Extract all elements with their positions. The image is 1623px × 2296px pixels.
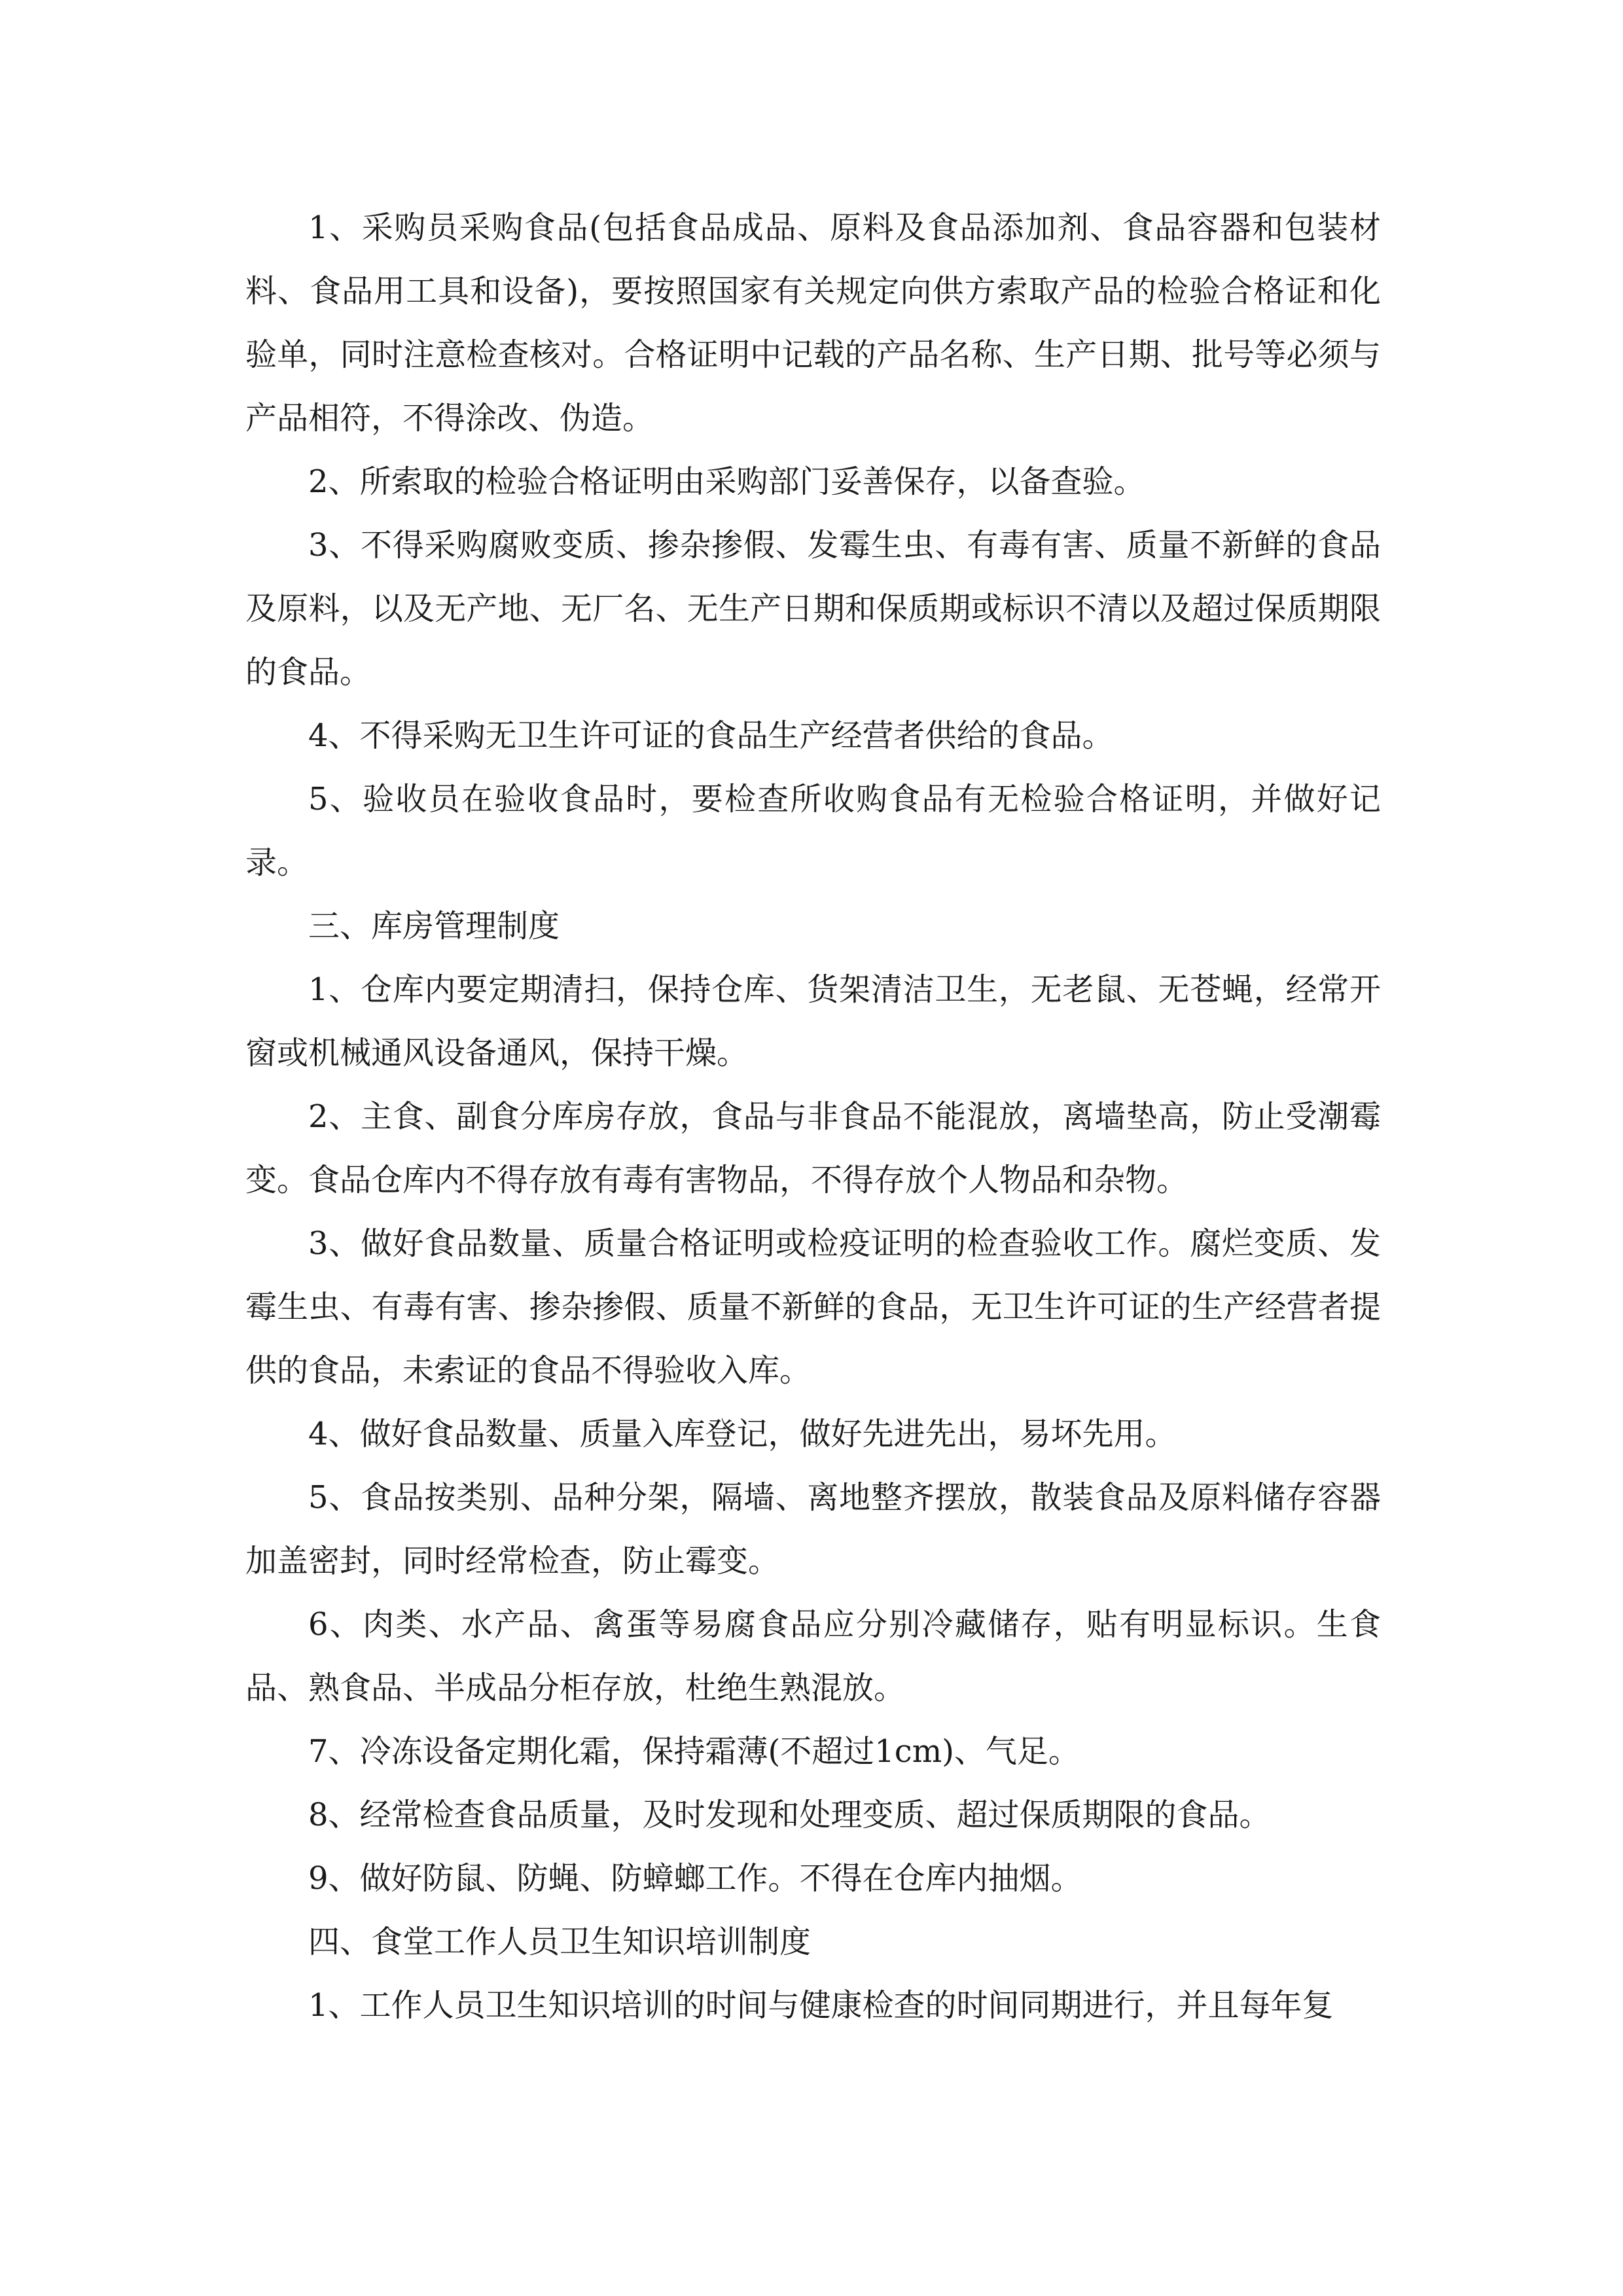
paragraph-separate-storage: 2、主食、副食分库房存放，食品与非食品不能混放，离墙垫高，防止受潮霉变。食品仓库内不得存放有毒有害物品，不得存放个人物品和杂物。	[245, 1098, 1381, 1198]
paragraph-inspection-acceptance: 3、做好食品数量、质量合格证明或检疫证明的检查验收工作。腐烂变质、发霉生虫、有毒有害、掺杂掺假、质量不新鲜的食品，无卫生许可证的生产经营者提供的食品，未索证的食品不得验收入库。	[245, 1225, 1381, 1389]
paragraph-warehouse-cleaning: 1、仓库内要定期清扫，保持仓库、货架清洁卫生，无老鼠、无苍蝇，经常开窗或机械通风设备通风，保持干燥。	[245, 971, 1381, 1071]
paragraph-training-schedule: 1、工作人员卫生知识培训的时间与健康检查的时间同期进行，并且每年复	[308, 1987, 1334, 2024]
paragraph-pest-control: 9、做好防鼠、防蝇、防蟑螂工作。不得在仓库内抽烟。	[308, 1860, 1082, 1897]
paragraph-defrosting: 7、冷冻设备定期化霜，保持霜薄(不超过1cm)、气足。	[308, 1733, 1080, 1770]
paragraph-inventory-registration: 4、做好食品数量、质量入库登记，做好先进先出，易坏先用。	[308, 1416, 1177, 1452]
paragraph-no-license-suppliers: 4、不得采购无卫生许可证的食品生产经营者供给的食品。	[308, 717, 1114, 754]
paragraph-quality-checks: 8、经常检查食品质量，及时发现和处理变质、超过保质期限的食品。	[308, 1797, 1271, 1833]
paragraph-prohibited-purchases: 3、不得采购腐败变质、掺杂掺假、发霉生虫、有毒有害、质量不新鲜的食品及原料，以及无产地、无厂名、无生产日期和保质期或标识不清以及超过保质期限的食品。	[245, 527, 1381, 691]
paragraph-procurement-inspection: 1、采购员采购食品(包括食品成品、原料及食品添加剂、食品容器和包装材料、食品用工具和设备)，要按照国家有关规定向供方索取产品的检验合格证和化验单，同时注意检查核对。合格证明中记载的产品名称、生产日期、批号等必须与产品相符，不得涂改、伪造。	[245, 209, 1381, 437]
document-body	[245, 196, 1381, 2037]
paragraph-acceptance-records: 5、验收员在验收食品时，要检查所收购食品有无检验合格证明，并做好记录。	[245, 781, 1381, 881]
paragraph-shelving: 5、食品按类别、品种分架，隔墙、离地整齐摆放，散装食品及原料储存容器加盖密封，同时经常检查，防止霉变。	[245, 1479, 1381, 1579]
section-heading-warehouse: 三、库房管理制度	[308, 908, 560, 944]
paragraph-certificate-storage: 2、所索取的检验合格证明由采购部门妥善保存，以备查验。	[308, 463, 1145, 500]
section-heading-training: 四、食堂工作人员卫生知识培训制度	[308, 1924, 812, 1960]
paragraph-perishables: 6、肉类、水产品、禽蛋等易腐食品应分别冷藏储存，贴有明显标识。生食品、熟食品、半成品分柜存放，杜绝生熟混放。	[245, 1606, 1381, 1706]
